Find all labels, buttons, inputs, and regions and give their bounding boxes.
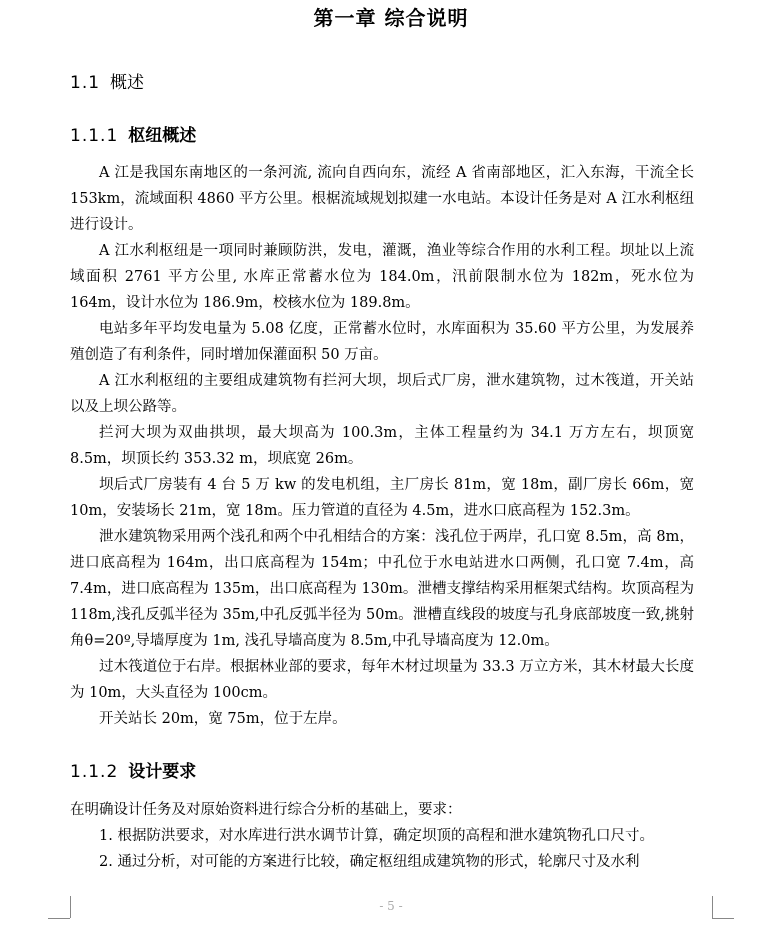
requirements-intro: 在明确设计任务及对原始资料进行综合分析的基础上，要求： (70, 802, 462, 818)
section-title: 概述 (110, 73, 145, 93)
paragraph: 过木筏道位于右岸。根据林业部的要求，每年木材过坝量为 33.3 万立方米，其木材最大长度为 10m，大头直径为 100cm。 (70, 659, 694, 701)
chapter-title: 第一章 综合说明 (313, 6, 469, 30)
subsection-number-2: 1.1.2 (70, 762, 119, 782)
overview-body (70, 160, 694, 732)
subsection-heading-2 (70, 757, 196, 782)
requirement-item: 2. 通过分析，对可能的方案进行比较，确定枢纽组成建筑物的形式，轮廓尺寸及水利 (99, 854, 640, 870)
section-heading (70, 68, 144, 93)
paragraph: A 江是我国东南地区的一条河流, 流向自西向东，流经 A 省南部地区，汇入东海，干流全长 153km，流域面积 4860 平方公里。根椐流域规划拟建一水电站。本设计任务是对 A 江水利枢纽进行设计。 (70, 165, 694, 233)
requirements-body (70, 797, 694, 875)
subsection-title-1: 枢纽概述 (128, 126, 197, 146)
paragraph: A 江水利枢纽是一项同时兼顾防洪，发电，灌溉，渔业等综合作用的水利工程。坝址以上流域面积 2761 平方公里, 水库正常蓄水位为 184.0m，汛前限制水位为 182m，死水位为 164m，设计水位为 186.9m，校核水位为 189.8m。 (70, 243, 694, 311)
paragraph: 拦河大坝为双曲拱坝，最大坝高为 100.3m，主体工程量约为 34.1 万方左右，坝顶宽 8.5m，坝顶长约 353.32 m，坝底宽 26m。 (70, 425, 694, 467)
page-number: - 5 - (379, 899, 403, 913)
paragraph: 泄水建筑物采用两个浅孔和两个中孔相结合的方案：浅孔位于两岸，孔口宽 8.5m，高 8m，进口底高程为 164m，出口底高程为 154m；中孔位于水电站进水口两侧，孔口宽 7.4m，高 7.4m，进口底高程为 135m，出口底高程为 130m。泄槽支撑结构采用框架式结构。坎顶高程为 118m,浅孔反弧半径为 35m,中孔反弧半径为 50m。泄槽直线段的坡度与孔身底部坡度一致,挑射角θ=20º,导墙厚度为 1m, 浅孔导墙高度为 8.5m,中孔导墙高度为 12.0m。 (70, 529, 694, 649)
subsection-heading-1 (70, 121, 196, 146)
paragraph: 坝后式厂房装有 4 台 5 万 kw 的发电机组，主厂房长 81m，宽 18m，副厂房长 66m，宽 10m，安装场长 21m，宽 18m。压力管道的直径为 4.5m，进水口底高程为 152.3m。 (70, 477, 694, 519)
paragraph: 开关站长 20m，宽 75m，位于左岸。 (99, 711, 347, 727)
subsection-number-1: 1.1.1 (70, 126, 119, 146)
paragraph: A 江水利枢纽的主要组成建筑物有拦河大坝，坝后式厂房，泄水建筑物，过木筏道，开关站以及上坝公路等。 (70, 373, 694, 415)
requirement-item: 1. 根据防洪要求，对水库进行洪水调节计算，确定坝顶的高程和泄水建筑物孔口尺寸。 (99, 828, 654, 844)
subsection-title-2: 设计要求 (128, 762, 197, 782)
paragraph: 电站多年平均发电量为 5.08 亿度，正常蓄水位时，水库面积为 35.60 平方公里，为发展养殖创造了有利条件，同时增加保灌面积 50 万亩。 (70, 321, 694, 363)
section-number: 1.1 (70, 73, 101, 93)
